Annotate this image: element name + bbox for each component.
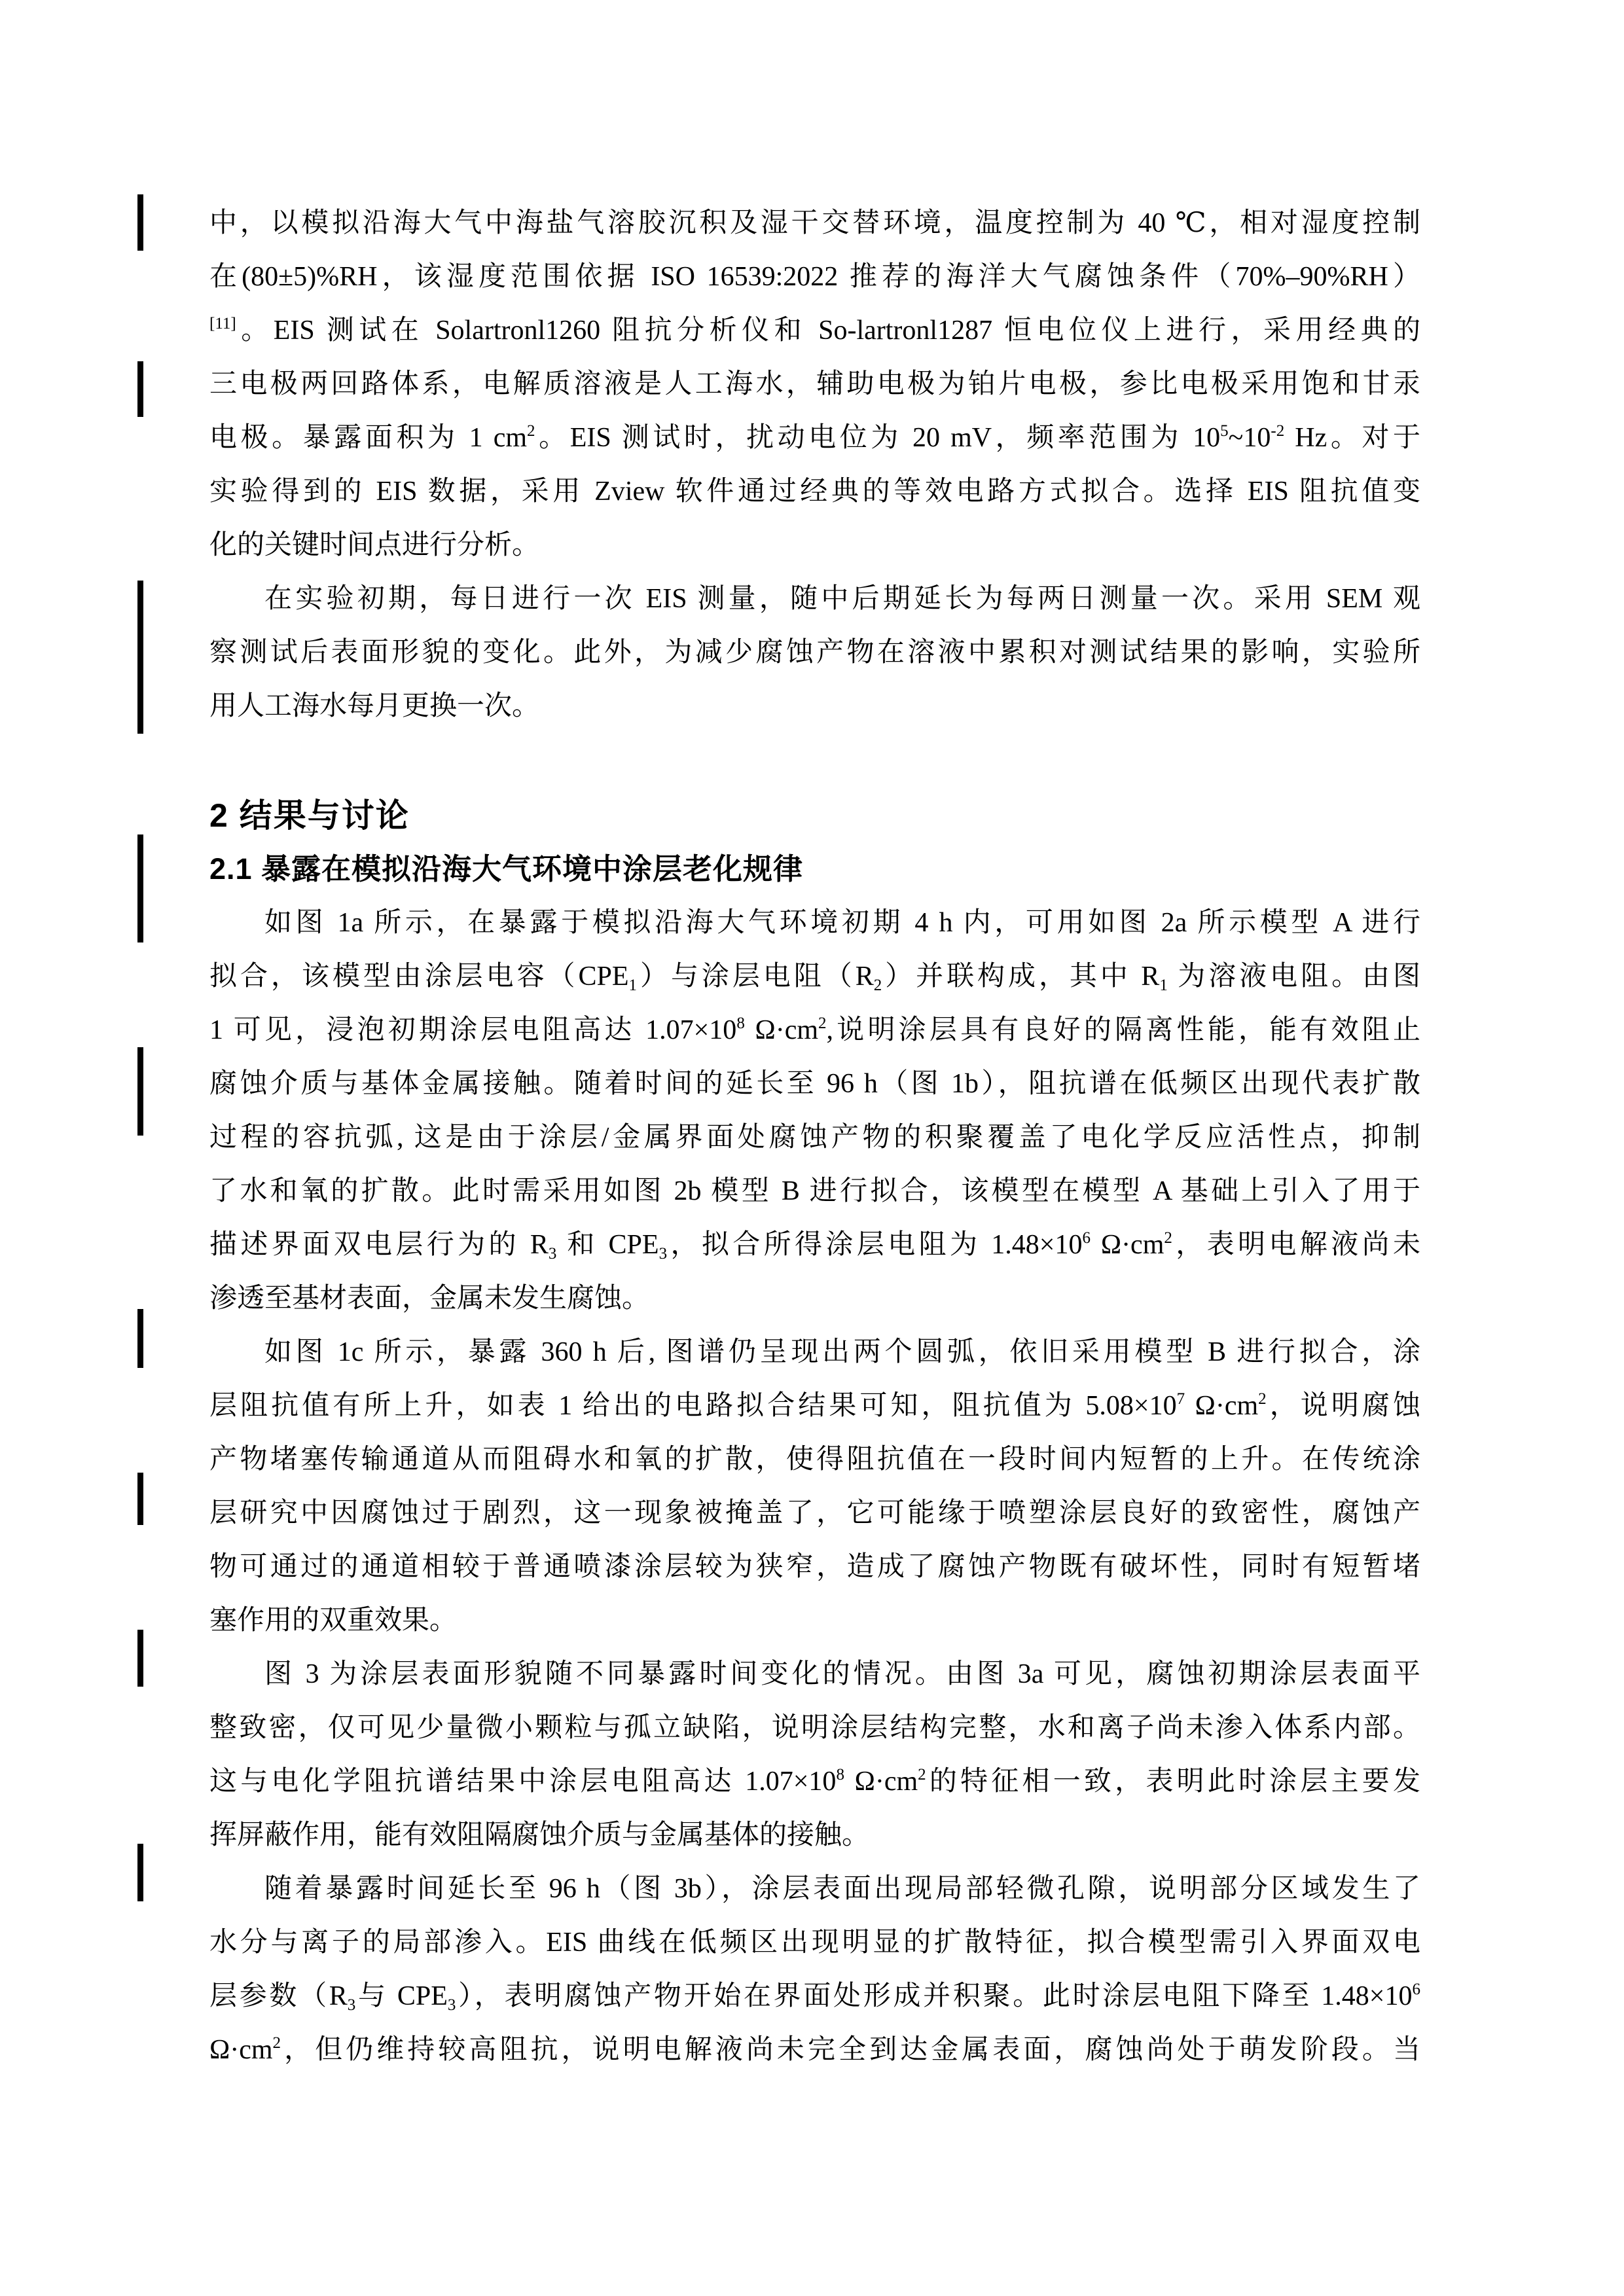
text-line: 塞作用的双重效果。	[209, 1605, 458, 1636]
text-line: 层阻抗值有所上升，如表 1 给出的电路拟合结果可知，阻抗值为 $5.08\times 10^7$ $\Omega\cdot cm^2$，说明腐蚀	[209, 1390, 1420, 1421]
text-line: 图 3 为涂层表面形貌随不同暴露时间变化的情况。由图 3a 可见，腐蚀初期涂层表面平	[264, 1659, 1420, 1689]
text-line: 随着暴露时间延长至 96 h（图 3b），涂层表面出现局部轻微孔隙，说明部分区域发生了	[264, 1874, 1420, 1904]
text-line: 腐蚀介质与基体金属接触。随着时间的延长至 96 h（图 1b），阻抗谱在低频区出现代表扩散	[209, 1069, 1420, 1099]
page-body-text	[209, 196, 1420, 2077]
change-bar	[137, 361, 143, 417]
paragraph-surface-morphology	[209, 1647, 1420, 1862]
text-line: 1 可见，浸泡初期涂层电阻高达 $1.07\times 10^8$ $\Omega\cdot cm^2$,说明涂层具有良好的隔离性能，能有效阻止	[209, 1014, 1420, 1045]
text-line: 察测试后表面形貌的变化。此外，为减少腐蚀产物在溶液中累积对测试结果的影响，实验所	[209, 637, 1420, 668]
text-line: 水分与离子的局部渗入。EIS 曲线在低频区出现明显的扩散特征，拟合模型需引入界面双电	[209, 1928, 1420, 1958]
change-bar	[137, 581, 143, 734]
change-bar	[137, 1630, 143, 1687]
section-heading-results: 2 结果与讨论	[209, 797, 410, 834]
text-line: 电极。暴露面积为 1 $cm^2$。EIS 测试时，扰动电位为 20 mV，频率范围为 $10^5\sim 10^{-2}$ Hz。对于	[209, 422, 1420, 453]
text-line: 化的关键时间点进行分析。	[209, 530, 540, 560]
change-bar	[137, 1309, 143, 1368]
paragraph-measurement-schedule	[209, 572, 1420, 733]
text-line: 了水和氧的扩散。此时需采用如图 2b 模型 B 进行拟合，该模型在模型 A 基础上引入了用于	[209, 1176, 1420, 1206]
text-line: 拟合，该模型由涂层电容$(CPE_1)$与涂层电阻$(R_2)$并联构成，其中 $R_1$ 为溶液电阻。由图	[209, 961, 1420, 994]
paragraph-eis-early-stage	[209, 896, 1420, 1325]
change-bar	[137, 834, 143, 942]
text-line: 描述界面双电层行为的 $R_3$ 和 $CPE_3$，拟合所得涂层电阻为 $1.48\times 10^6$ $\Omega\cdot cm^2$，表明电解液尚未	[209, 1229, 1420, 1263]
change-bar	[137, 1473, 143, 1525]
text-line: 在实验初期，每日进行一次 EIS 测量，随中后期延长为每两日测量一次。采用 SEM 观	[264, 584, 1420, 614]
text-line: 层研究中因腐蚀过于剧烈，这一现象被掩盖了，它可能缘于喷塑涂层良好的致密性，腐蚀产	[209, 1498, 1420, 1528]
subsection-heading-aging: 2.1 暴露在模拟沿海大气环境中涂层老化规律	[209, 852, 804, 886]
text-line: 物可通过的通道相较于普通喷漆涂层较为狭窄，造成了腐蚀产物既有破坏性，同时有短暂堵	[209, 1552, 1420, 1582]
text-line: [11]。EIS 测试在 Solartronl1260 阻抗分析仪和 So-lartronl1287 恒电位仪上进行，采用经典的	[209, 315, 1420, 346]
text-line: 层参数（$R_3$与 $CPE_3$），表明腐蚀产物开始在界面处形成并积聚。此时涂层电阻下降至 $1.48\times 10^6$	[209, 1981, 1420, 2014]
text-line: 如图 1a 所示，在暴露于模拟沿海大气环境初期 4 h 内，可用如图 2a 所示模型 A 进行	[264, 908, 1420, 938]
change-bar	[137, 1844, 143, 1901]
text-line: 这与电化学阻抗谱结果中涂层电阻高达 $1.07\times 10^8$ $\Omega\cdot cm^2$的特征相一致，表明此时涂层主要发	[209, 1766, 1420, 1797]
text-line: 用人工海水每月更换一次。	[209, 691, 540, 721]
text-line: 过程的容抗弧, 这是由于涂层/金属界面处腐蚀产物的积聚覆盖了电化学反应活性点，抑制	[209, 1122, 1420, 1153]
text-line: 在(80±5)%RH，该湿度范围依据 ISO 16539:2022 推荐的海洋大气腐蚀条件（70%–90%RH）	[209, 262, 1420, 292]
text-line: 中，以模拟沿海大气中海盐气溶胶沉积及湿干交替环境，温度控制为 40 ℃，相对湿度控制	[209, 208, 1420, 238]
text-line: 三电极两回路体系，电解质溶液是人工海水，辅助电极为铂片电极，参比电极采用饱和甘汞	[209, 369, 1420, 399]
change-bar	[137, 1047, 143, 1136]
text-line: 产物堵塞传输通道从而阻碍水和氧的扩散，使得阻抗值在一段时间内短暂的上升。在传统涂	[209, 1444, 1420, 1475]
text-line: 如图 1c 所示，暴露 360 h 后, 图谱仍呈现出两个圆弧，依旧采用模型 B 进行拟合，涂	[264, 1337, 1420, 1367]
paragraph-methods-environment	[209, 196, 1420, 572]
text-line: 实验得到的 EIS 数据，采用 Zview 软件通过经典的等效电路方式拟合。选择 EIS 阻抗值变	[209, 476, 1420, 507]
change-bar	[137, 194, 143, 251]
text-line: 挥屏蔽作用，能有效阻隔腐蚀介质与金属基体的接触。	[209, 1820, 870, 1850]
text-line: $\Omega\cdot cm^2$，但仍维持较高阻抗，说明电解液尚未完全到达金属表面，腐蚀尚处于萌发阶段。当	[209, 2034, 1420, 2065]
text-line: 整致密，仅可见少量微小颗粒与孤立缺陷，说明涂层结构完整，水和离子尚未渗入体系内部。	[209, 1713, 1420, 1743]
paragraph-eis-360h	[209, 1325, 1420, 1647]
text-line: 渗透至基材表面，金属未发生腐蚀。	[209, 1283, 650, 1314]
paragraph-96h-pores	[209, 1862, 1420, 2077]
